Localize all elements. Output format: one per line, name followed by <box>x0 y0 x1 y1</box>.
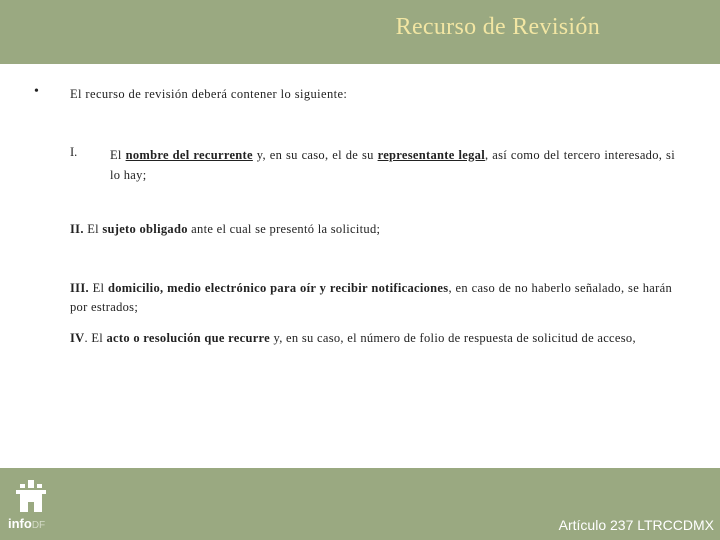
item-4-text-b: y, en su caso, el número de folio de respuesta de solicitud de acceso, <box>270 331 636 345</box>
intro-text: El recurso de revisión deberá contener lo siguiente: <box>70 87 348 101</box>
header-band <box>0 0 720 64</box>
item-3-text-b: , en caso de no haberlo señalado, se harán por estrados; <box>70 281 672 314</box>
item-2-text-b: ante el cual se presentó la solicitud; <box>187 222 381 236</box>
logo-word: info <box>8 516 32 531</box>
logo-suffix: DF <box>31 520 46 531</box>
item-2-text-a: El <box>83 222 103 236</box>
footer-band <box>0 468 720 540</box>
item-2-bold-a: sujeto obligado <box>102 222 188 236</box>
item-4-numeral: IV <box>70 331 85 345</box>
bullet-marker: • <box>34 84 39 99</box>
article-citation: Artículo 237 LTRCCDMX <box>558 517 714 533</box>
item-3-text <box>70 279 672 317</box>
item-1-text-a: El <box>110 148 126 162</box>
item-1-text-c: , así como del tercero interesado, si lo hay; <box>110 148 675 182</box>
item-4-bold-a: acto o resolución que recurre <box>106 331 271 345</box>
item-2-text <box>70 222 670 237</box>
item-1-bold-a: nombre del recurrente <box>125 148 253 162</box>
item-1-bold-b: representante legal <box>377 148 485 162</box>
logo-wordmark <box>8 516 45 531</box>
item-3-text-a: El <box>88 281 108 295</box>
item-1-numeral: I. <box>70 145 78 159</box>
item-4-text-a: . El <box>84 331 107 345</box>
slide-title: Recurso de Revisión <box>395 14 600 40</box>
item-2-numeral: II. <box>70 222 84 236</box>
item-3-numeral: III. <box>70 281 89 295</box>
item-4-text <box>70 331 672 346</box>
item-1-text <box>110 145 675 185</box>
item-1-text-b: y, en su caso, el de su <box>252 148 378 162</box>
item-3-bold-a: domicilio, medio electrónico para oír y recibir notificaciones <box>107 281 449 295</box>
